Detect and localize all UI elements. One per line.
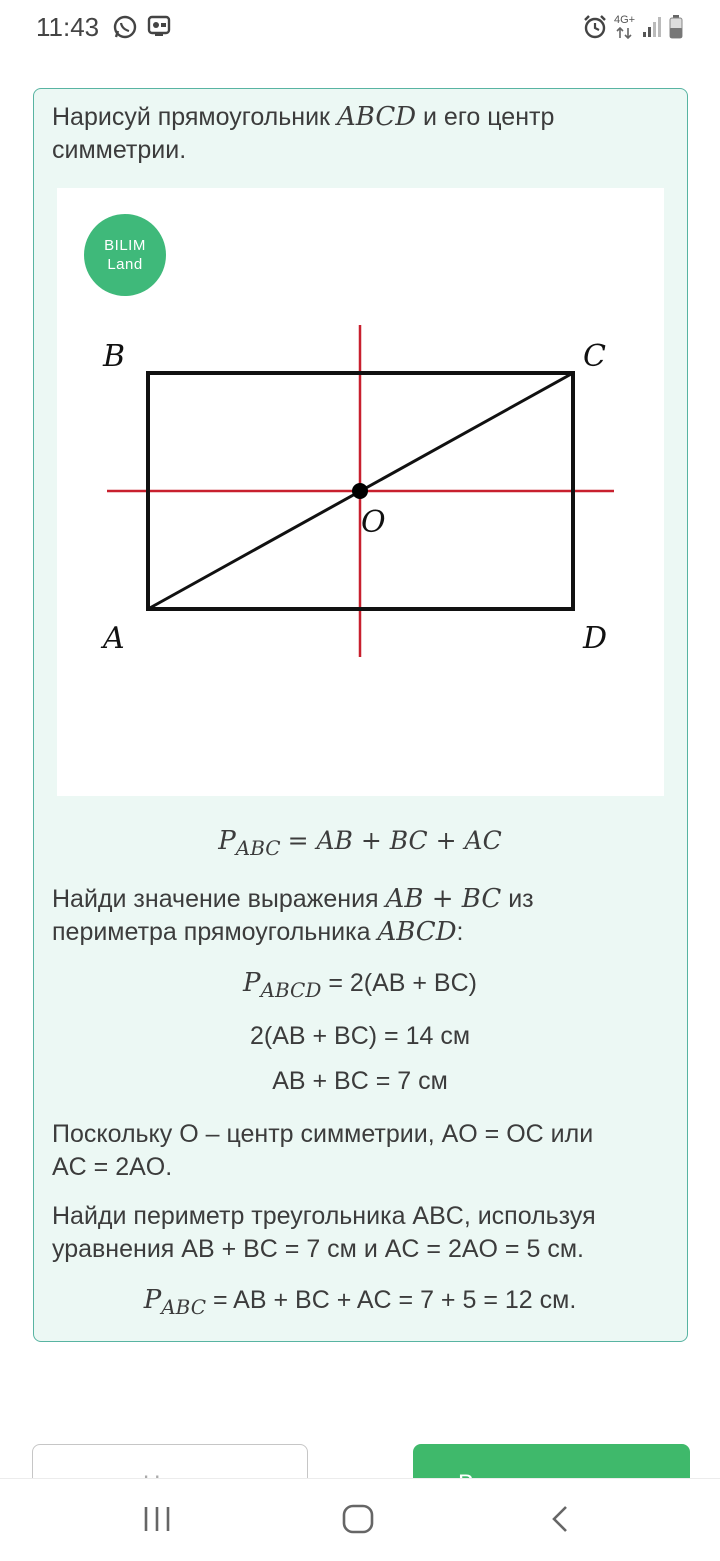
formula5-sub: ABC xyxy=(161,1295,207,1319)
formula1-p: P xyxy=(218,826,236,856)
para1-text-b: из xyxy=(508,885,534,913)
paragraph-find-value xyxy=(52,883,672,949)
para1-text-a: Найди значение выражения xyxy=(52,885,379,913)
formula-sum-14: 2(AB + BC) = 14 см xyxy=(249,1022,471,1050)
formula-sum-7: AB + BC = 7 см xyxy=(272,1067,448,1095)
paragraph-find-perimeter xyxy=(52,1200,672,1266)
para1-line-2: периметра прямоугольника xyxy=(52,918,371,946)
recent-apps-icon[interactable] xyxy=(142,1499,172,1539)
para1-math-2: ABCD xyxy=(377,917,457,947)
screen-record-icon xyxy=(147,14,171,38)
intro-line-2: симметрии. xyxy=(52,136,187,164)
rectangle-figure xyxy=(57,188,664,796)
network-type: 4G+ xyxy=(614,14,636,26)
logo-text-2: Land xyxy=(107,256,143,273)
label-o: O xyxy=(361,505,386,540)
para3-line-2: уравнения AB + BC = 7 см и AC = 2AO = 5 см. xyxy=(52,1235,584,1263)
label-a: A xyxy=(103,621,125,656)
signal-icon xyxy=(642,14,664,38)
formula1-rest: = AB + BC + AC xyxy=(287,826,502,855)
intro-paragraph xyxy=(52,101,672,167)
label-c: C xyxy=(583,339,606,374)
para1-colon: : xyxy=(456,918,464,946)
battery-icon xyxy=(668,14,684,40)
data-arrows-icon xyxy=(616,27,632,39)
label-b: B xyxy=(103,339,126,374)
formula-result xyxy=(0,1285,720,1319)
intro-text-2: и его центр xyxy=(423,103,555,131)
formula1-sub: ABC xyxy=(235,836,281,860)
geometry-diagram xyxy=(57,188,664,796)
intro-math: ABCD xyxy=(336,102,417,132)
formula5-p: P xyxy=(143,1285,162,1315)
center-point-o xyxy=(352,483,368,499)
formula2-sub: ABCD xyxy=(260,978,322,1002)
label-d: D xyxy=(583,621,608,656)
para1-math: AB + BC xyxy=(385,884,502,914)
intro-text: Нарисуй прямоугольник xyxy=(52,103,330,131)
formula-perimeter-abcd xyxy=(0,968,720,1002)
para3-line-1: Найди периметр треугольника ABC, используя xyxy=(52,1202,596,1230)
system-nav-bar xyxy=(0,1478,720,1561)
para2-line-2: AC = 2AO. xyxy=(52,1153,173,1181)
status-bar xyxy=(0,0,720,56)
formula-perimeter-abc xyxy=(0,826,720,860)
logo-text-1: BILIM xyxy=(104,237,146,254)
back-nav-icon[interactable] xyxy=(548,1499,572,1539)
formula5-rest: = AB + BC + AC = 7 + 5 = 12 см. xyxy=(213,1286,577,1314)
formula2-rest: = 2(AB + BC) xyxy=(328,969,477,997)
status-time: 11:43 xyxy=(36,12,100,42)
whatsapp-icon xyxy=(112,14,138,40)
alarm-icon xyxy=(582,14,608,40)
paragraph-symmetry-center xyxy=(52,1118,672,1184)
para2-line-1: Поскольку O – центр симметрии, AO = OC или xyxy=(52,1120,594,1148)
home-icon[interactable] xyxy=(341,1499,375,1539)
formula2-p: P xyxy=(243,968,261,998)
